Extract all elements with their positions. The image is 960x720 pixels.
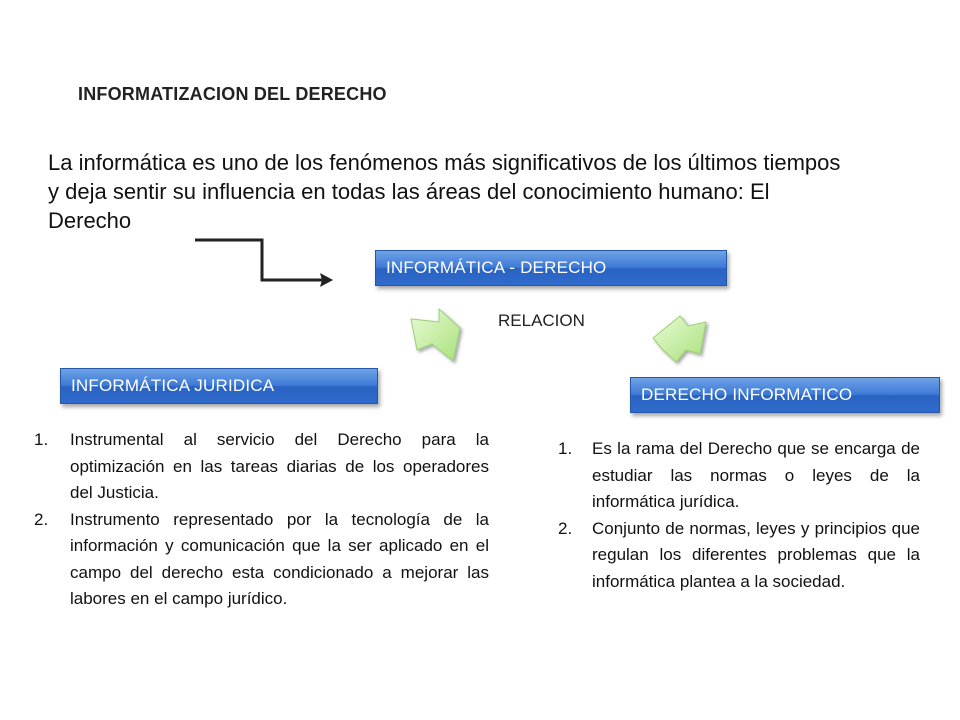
list-number: 2. <box>558 518 573 538</box>
list-item-text: Instrumento representado por la tecnología de la información y comunicación que la ser aplicado en el campo del derecho esta condicionado a mejorar las labores en el campo jurídico. <box>70 509 489 608</box>
list-item <box>34 427 489 507</box>
list-number: 1. <box>558 439 573 458</box>
intro-paragraph: La informática es uno de los fenómenos más significativos de los últimos tiempos y deja sentir su influencia en todas las áreas del conocimiento humano: El Derecho <box>48 150 841 233</box>
elbow-connector <box>195 240 325 280</box>
informatica-derecho-box: INFORMÁTICA - DERECHO <box>375 250 727 286</box>
informatica-juridica-list <box>34 427 489 613</box>
derecho-informatico-box: DERECHO INFORMATICO <box>630 377 940 413</box>
list-item-text: Es la rama del Derecho que se encarga de estudiar las normas o leyes de la informática jurídica. <box>592 439 920 511</box>
derecho-informatico-list <box>558 436 920 595</box>
list-item-text: Conjunto de normas, leyes y principios que regulan los diferentes problemas que la informática plantea a la sociedad. <box>592 518 920 591</box>
informatica-juridica-box: INFORMÁTICA JURIDICA <box>60 368 378 404</box>
elbow-arrowhead-icon <box>320 273 333 287</box>
page-title: INFORMATIZACION DEL DERECHO <box>78 84 387 104</box>
list-number: 2. <box>34 509 49 529</box>
list-item <box>34 507 489 613</box>
list-number: 1. <box>34 430 49 449</box>
list-item <box>558 436 920 516</box>
green-arrow-left-icon <box>411 309 460 361</box>
list-item-text: Instrumental al servicio del Derecho para la optimización en las tareas diarias de los operadores del Justicia. <box>70 430 489 502</box>
list-item <box>558 516 920 596</box>
relation-label: RELACION <box>498 311 585 330</box>
green-arrow-right-icon <box>653 316 706 362</box>
